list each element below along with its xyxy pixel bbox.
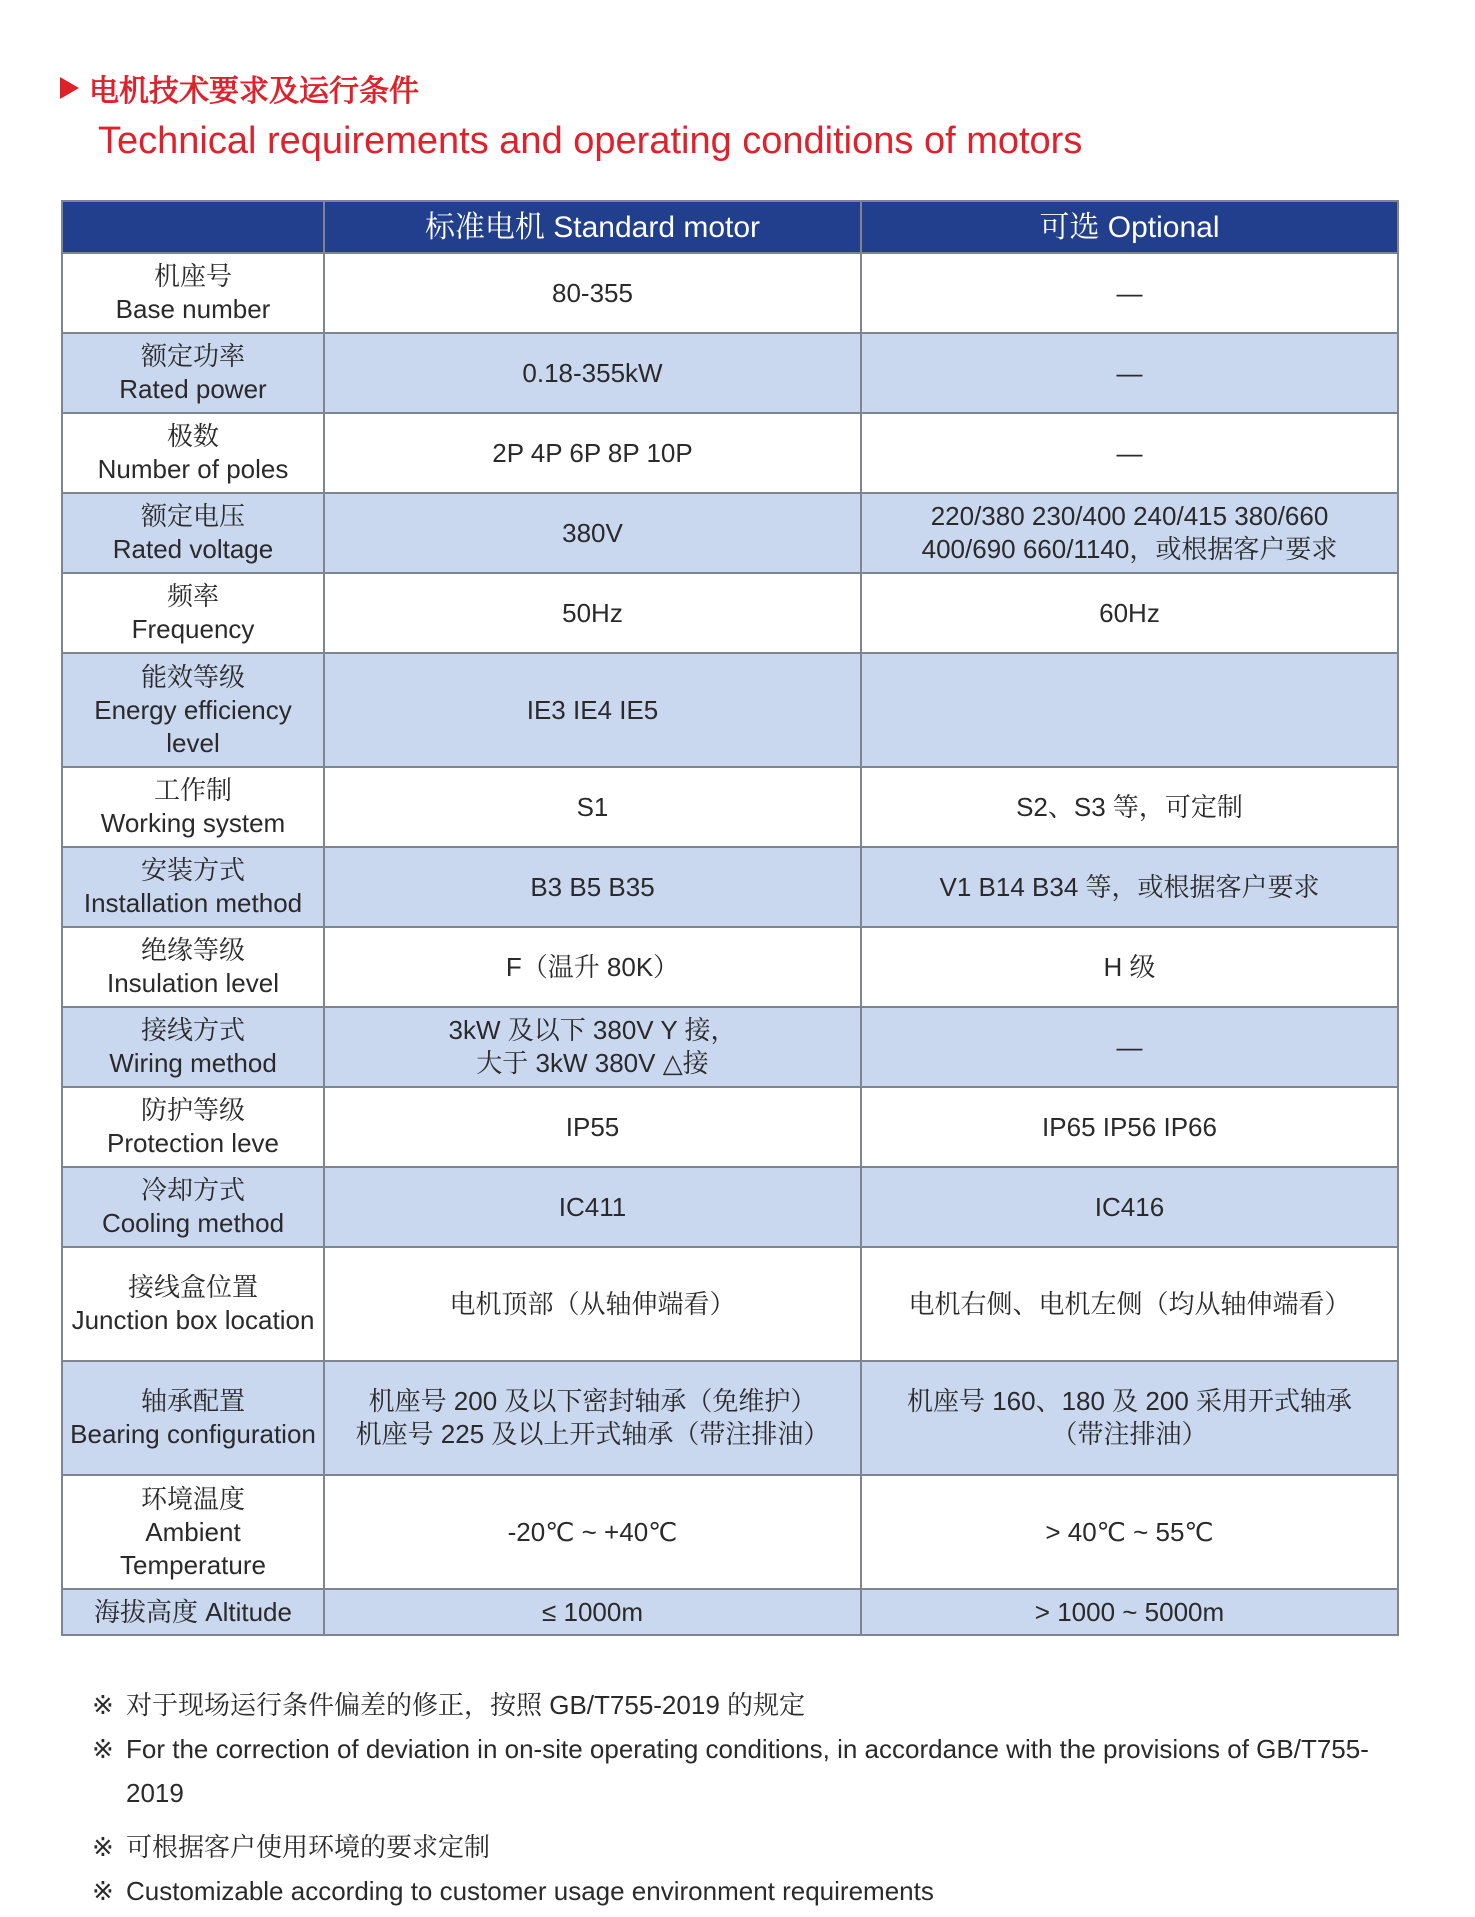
- standard-cell-text: IC411: [558, 1191, 627, 1222]
- optional-cell: [861, 413, 1398, 493]
- row-label-en: Protection leve: [107, 1128, 279, 1158]
- note-item: [92, 1727, 1402, 1815]
- section-title-cn: [60, 66, 419, 110]
- optional-cell-text: —: [1116, 357, 1143, 388]
- row-label-en: Number of poles: [97, 454, 289, 484]
- standard-cell-text: 机座号 225 及以上开式轴承（带注排油）: [355, 1419, 830, 1449]
- table-header-row: [62, 201, 1398, 253]
- optional-cell-text: —: [1116, 277, 1143, 308]
- row-label-en: Installation method: [83, 888, 303, 918]
- row-label-cn: 工作制: [153, 775, 232, 805]
- optional-cell: [861, 1247, 1398, 1361]
- row-label-en: Insulation level: [107, 968, 279, 998]
- table-row: [62, 1007, 1398, 1087]
- optional-cell-text: —: [1116, 437, 1143, 468]
- optional-cell: [861, 767, 1398, 847]
- optional-cell: [861, 573, 1398, 653]
- standard-cell-text: IE3 IE4 IE5: [526, 694, 659, 725]
- standard-cell-text: 3kW 及以下 380V Y 接，: [448, 1015, 737, 1045]
- standard-cell: [324, 1475, 861, 1589]
- row-label-cn: 接线盒位置: [127, 1272, 258, 1302]
- standard-cell-text: ≤ 1000m: [542, 1596, 643, 1627]
- table-row: [62, 253, 1398, 333]
- row-label-cn: 极数: [166, 421, 219, 451]
- row-label: [62, 1007, 324, 1087]
- note-item: [92, 1683, 1402, 1727]
- optional-cell: [861, 333, 1398, 413]
- optional-cell-text: 400/690 660/1140，或根据客户要求: [921, 534, 1338, 564]
- standard-cell-text: IP55: [565, 1111, 620, 1142]
- reference-mark-icon: ※: [92, 1832, 114, 1862]
- optional-cell: [861, 1589, 1398, 1635]
- standard-cell-text: S1: [576, 791, 609, 822]
- table-row: [62, 333, 1398, 413]
- row-label-en: Rated power: [119, 374, 267, 404]
- standard-cell: [324, 1167, 861, 1247]
- optional-cell-text: > 1000 ~ 5000m: [1034, 1596, 1225, 1627]
- table-row: [62, 1087, 1398, 1167]
- row-label: [62, 493, 324, 573]
- table-row: [62, 847, 1398, 927]
- row-label: [62, 1361, 324, 1475]
- optional-cell-text: 220/380 230/400 240/415 380/660: [930, 501, 1329, 531]
- table-row: [62, 573, 1398, 653]
- optional-cell: [861, 493, 1398, 573]
- row-label-en: Energy efficiency level: [94, 694, 292, 758]
- table-row: [62, 1361, 1398, 1475]
- row-label: [62, 333, 324, 413]
- row-label: [62, 1167, 324, 1247]
- standard-cell: [324, 653, 861, 767]
- note-text: Customizable according to customer usage environment requirements: [126, 1876, 934, 1906]
- optional-cell-text: 60Hz: [1099, 597, 1160, 628]
- standard-cell-text: -20℃ ~ +40℃: [507, 1516, 678, 1547]
- reference-mark-icon: ※: [92, 1690, 114, 1720]
- standard-cell: [324, 1247, 861, 1361]
- triangle-bullet-icon: [60, 77, 79, 99]
- row-label: [62, 1087, 324, 1167]
- optional-cell-text: 电机右侧、电机左侧（均从轴伸端看）: [908, 1288, 1351, 1319]
- header-blank: [62, 201, 324, 253]
- standard-cell-text: 50Hz: [562, 597, 623, 628]
- row-label-cn: 轴承配置: [140, 1386, 245, 1416]
- table-row: [62, 1475, 1398, 1589]
- standard-cell: [324, 1361, 861, 1475]
- row-label-cn: 接线方式: [140, 1015, 245, 1045]
- optional-cell: [861, 847, 1398, 927]
- standard-cell: [324, 1007, 861, 1087]
- optional-cell: [861, 653, 1398, 767]
- optional-cell: [861, 1361, 1398, 1475]
- row-label-en: Rated voltage: [112, 534, 274, 564]
- row-label-cn: 环境温度: [140, 1483, 245, 1514]
- table-row: [62, 1247, 1398, 1361]
- row-label-en: Working system: [100, 808, 286, 838]
- row-label: [62, 847, 324, 927]
- standard-cell-text: B3 B5 B35: [530, 871, 655, 902]
- optional-cell: [861, 253, 1398, 333]
- row-label-en: Junction box location: [71, 1305, 315, 1335]
- row-label-en: Cooling method: [101, 1208, 285, 1238]
- note-item: [92, 1825, 1402, 1869]
- note-text: 可根据客户使用环境的要求定制: [126, 1832, 491, 1862]
- row-label-en: Frequency: [131, 614, 255, 644]
- standard-cell: [324, 1589, 861, 1635]
- spec-table: [61, 200, 1399, 1636]
- row-label: [62, 927, 324, 1007]
- row-label-cn: 海拔高度: [94, 1596, 199, 1627]
- standard-cell-text: 380V: [562, 517, 623, 548]
- optional-cell: [861, 1087, 1398, 1167]
- table-row: [62, 927, 1398, 1007]
- row-label: [62, 767, 324, 847]
- header-standard: 标准电机 Standard motor: [324, 201, 861, 253]
- row-label-cn: 额定电压: [140, 501, 245, 531]
- standard-cell: [324, 767, 861, 847]
- table-row: [62, 767, 1398, 847]
- row-label-en: Ambient Temperature: [120, 1516, 266, 1580]
- row-label-en: Bearing configuration: [70, 1419, 316, 1449]
- table-row: [62, 1589, 1398, 1635]
- optional-cell-text: —: [1116, 1031, 1143, 1062]
- optional-cell-text: IC416: [1094, 1191, 1165, 1222]
- row-label: [62, 1475, 324, 1589]
- row-label: [62, 653, 324, 767]
- table-row: [62, 1167, 1398, 1247]
- standard-cell-text: 电机顶部（从轴伸端看）: [449, 1288, 736, 1319]
- title-cn-text: 电机技术要求及运行条件: [89, 75, 419, 108]
- row-label: [62, 253, 324, 333]
- optional-cell-text: > 40℃ ~ 55℃: [1045, 1516, 1214, 1547]
- table-body: [62, 253, 1398, 1635]
- header-optional: 可选 Optional: [861, 201, 1398, 253]
- notes: [92, 1683, 1402, 1913]
- optional-cell: [861, 927, 1398, 1007]
- standard-cell: [324, 413, 861, 493]
- row-label: [62, 573, 324, 653]
- optional-cell-text: （带注排油）: [1051, 1419, 1208, 1449]
- optional-cell: [861, 1007, 1398, 1087]
- optional-cell-text: IP65 IP56 IP66: [1042, 1111, 1217, 1142]
- standard-cell: [324, 333, 861, 413]
- standard-cell-text: 机座号 200 及以下密封轴承（免维护）: [368, 1386, 817, 1416]
- optional-cell-text: V1 B14 B34 等，或根据客户要求: [939, 871, 1320, 902]
- row-label-en: Altitude: [205, 1596, 292, 1627]
- row-label-cn: 绝缘等级: [140, 935, 245, 965]
- standard-cell: [324, 253, 861, 333]
- table-row: [62, 413, 1398, 493]
- note-item: [92, 1869, 1402, 1913]
- standard-cell-text: 2P 4P 6P 8P 10P: [492, 437, 693, 468]
- row-label-cn: 防护等级: [140, 1095, 245, 1125]
- row-label-cn: 能效等级: [140, 661, 245, 692]
- row-label-cn: 机座号: [153, 261, 232, 291]
- standard-cell-text: 大于 3kW 380V △接: [476, 1048, 709, 1078]
- row-label-en: Wiring method: [109, 1048, 277, 1078]
- note-text: 对于现场运行条件偏差的修正，按照 GB/T755-2019 的规定: [126, 1690, 805, 1720]
- optional-cell-text: 机座号 160、180 及 200 采用开式轴承: [906, 1386, 1353, 1416]
- note-text: For the correction of deviation in on-site operating conditions, in accordance with the provisions of GB/T755-2019: [126, 1734, 1369, 1808]
- row-label: [62, 1247, 324, 1361]
- table-row: [62, 653, 1398, 767]
- standard-cell-text: F（温升 80K）: [505, 951, 680, 982]
- standard-cell: [324, 1087, 861, 1167]
- standard-cell: [324, 927, 861, 1007]
- standard-cell-text: 0.18-355kW: [522, 357, 663, 388]
- row-label-cn: 频率: [166, 581, 219, 611]
- row-label: [62, 413, 324, 493]
- row-label-en: Base number: [115, 294, 271, 324]
- optional-cell-text: H 级: [1103, 951, 1156, 982]
- optional-cell: [861, 1167, 1398, 1247]
- reference-mark-icon: ※: [92, 1734, 114, 1764]
- row-label-cn: 安装方式: [140, 855, 245, 885]
- optional-cell: [861, 1475, 1398, 1589]
- table-row: [62, 493, 1398, 573]
- standard-cell-text: 80-355: [552, 277, 633, 308]
- row-label-cn: 冷却方式: [140, 1175, 245, 1205]
- optional-cell-text: S2、S3 等，可定制: [1016, 791, 1243, 822]
- standard-cell: [324, 493, 861, 573]
- section-title-en: Technical requirements and operating conditions of motors: [98, 120, 1083, 162]
- reference-mark-icon: ※: [92, 1876, 114, 1906]
- standard-cell: [324, 847, 861, 927]
- standard-cell: [324, 573, 861, 653]
- row-label-cn: 额定功率: [140, 341, 245, 371]
- row-label: [62, 1589, 324, 1635]
